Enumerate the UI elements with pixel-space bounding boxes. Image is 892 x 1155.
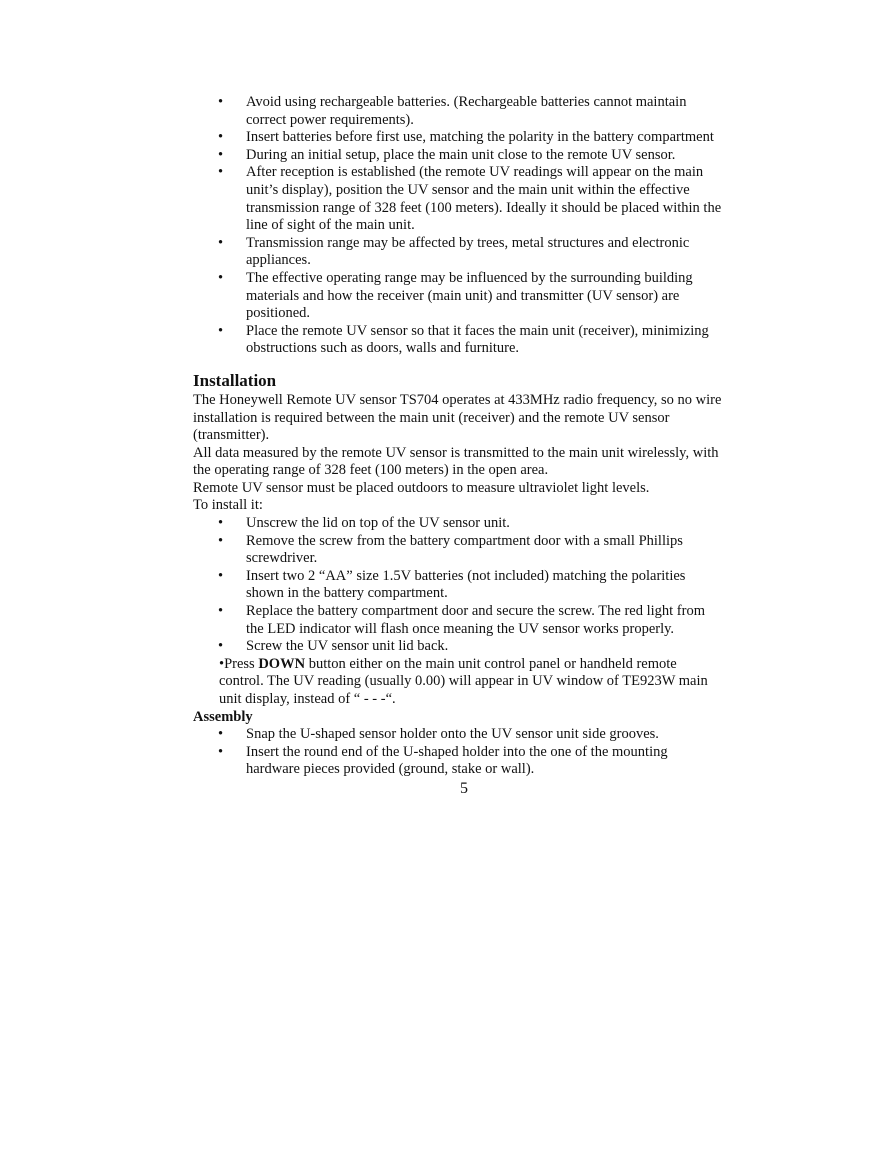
list-item: • Place the remote UV sensor so that it faces the main unit (receiver), minimizing obstructions such as doors, walls and furniture.	[193, 323, 723, 358]
list-item: • Replace the battery compartment door and secure the screw. The red light from the LED indicator will flash once meaning the UV sensor works properly.	[193, 603, 723, 638]
list-item: • Remove the screw from the battery compartment door with a small Phillips screwdriver.	[193, 533, 723, 568]
document-page	[193, 94, 723, 798]
press-prefix: Press	[224, 655, 259, 672]
installation-heading: Installation	[193, 370, 277, 390]
list-item: • Screw the UV sensor unit lid back.	[193, 638, 723, 656]
list-item: • Insert the round end of the U-shaped holder into the one of the mounting hardware pieces provided (ground, stake or wall).	[193, 744, 723, 779]
installation-paragraph: To install it:	[193, 497, 263, 514]
installation-steps-list	[193, 515, 723, 656]
list-item: • After reception is established (the remote UV readings will appear on the main unit’s display), position the UV sensor and the main unit within the effective transmission range of 328 feet (100 meters). Ideally it should be placed within the line of sight of the main unit.	[193, 164, 723, 234]
intro-bullet-list	[193, 94, 723, 358]
list-item: • Avoid using rechargeable batteries. (Rechargeable batteries cannot maintain correct power requirements).	[193, 94, 723, 129]
list-item: • Unscrew the lid on top of the UV sensor unit.	[193, 515, 723, 533]
bullet-glyph: •	[219, 655, 225, 672]
installation-paragraph: Remote UV sensor must be placed outdoors to measure ultraviolet light levels.	[193, 479, 650, 496]
page-number: 5	[460, 779, 468, 797]
press-suffix: button either on the main unit control panel or handheld remote control. The UV reading (usually 0.00) will appear in UV window of TE923W main unit display, instead of “ - - -“.	[219, 655, 708, 707]
list-item: • Insert two 2 “AA” size 1.5V batteries (not included) matching the polarities shown in the battery compartment.	[193, 568, 723, 603]
list-item: • The effective operating range may be influenced by the surrounding building materials and how the receiver (main unit) and transmitter (UV sensor) are positioned.	[193, 270, 723, 323]
list-item: • Snap the U-shaped sensor holder onto the UV sensor unit side grooves.	[193, 726, 723, 744]
list-item: • Transmission range may be affected by trees, metal structures and electronic appliances.	[193, 235, 723, 270]
assembly-heading: Assembly	[193, 708, 253, 725]
installation-paragraph: The Honeywell Remote UV sensor TS704 operates at 433MHz radio frequency, so no wire installation is required between the main unit (receiver) and the remote UV sensor (transmitter).	[193, 391, 722, 444]
down-key-label: DOWN	[258, 655, 306, 672]
list-item: • During an initial setup, place the main unit close to the remote UV sensor.	[193, 147, 723, 165]
installation-paragraph: All data measured by the remote UV sensor is transmitted to the main unit wirelessly, with the operating range of 328 feet (100 meters) in the open area.	[193, 444, 719, 479]
assembly-steps-list	[193, 726, 723, 779]
press-down-instruction	[193, 656, 723, 709]
list-item: • Insert batteries before first use, matching the polarity in the battery compartment	[193, 129, 723, 147]
